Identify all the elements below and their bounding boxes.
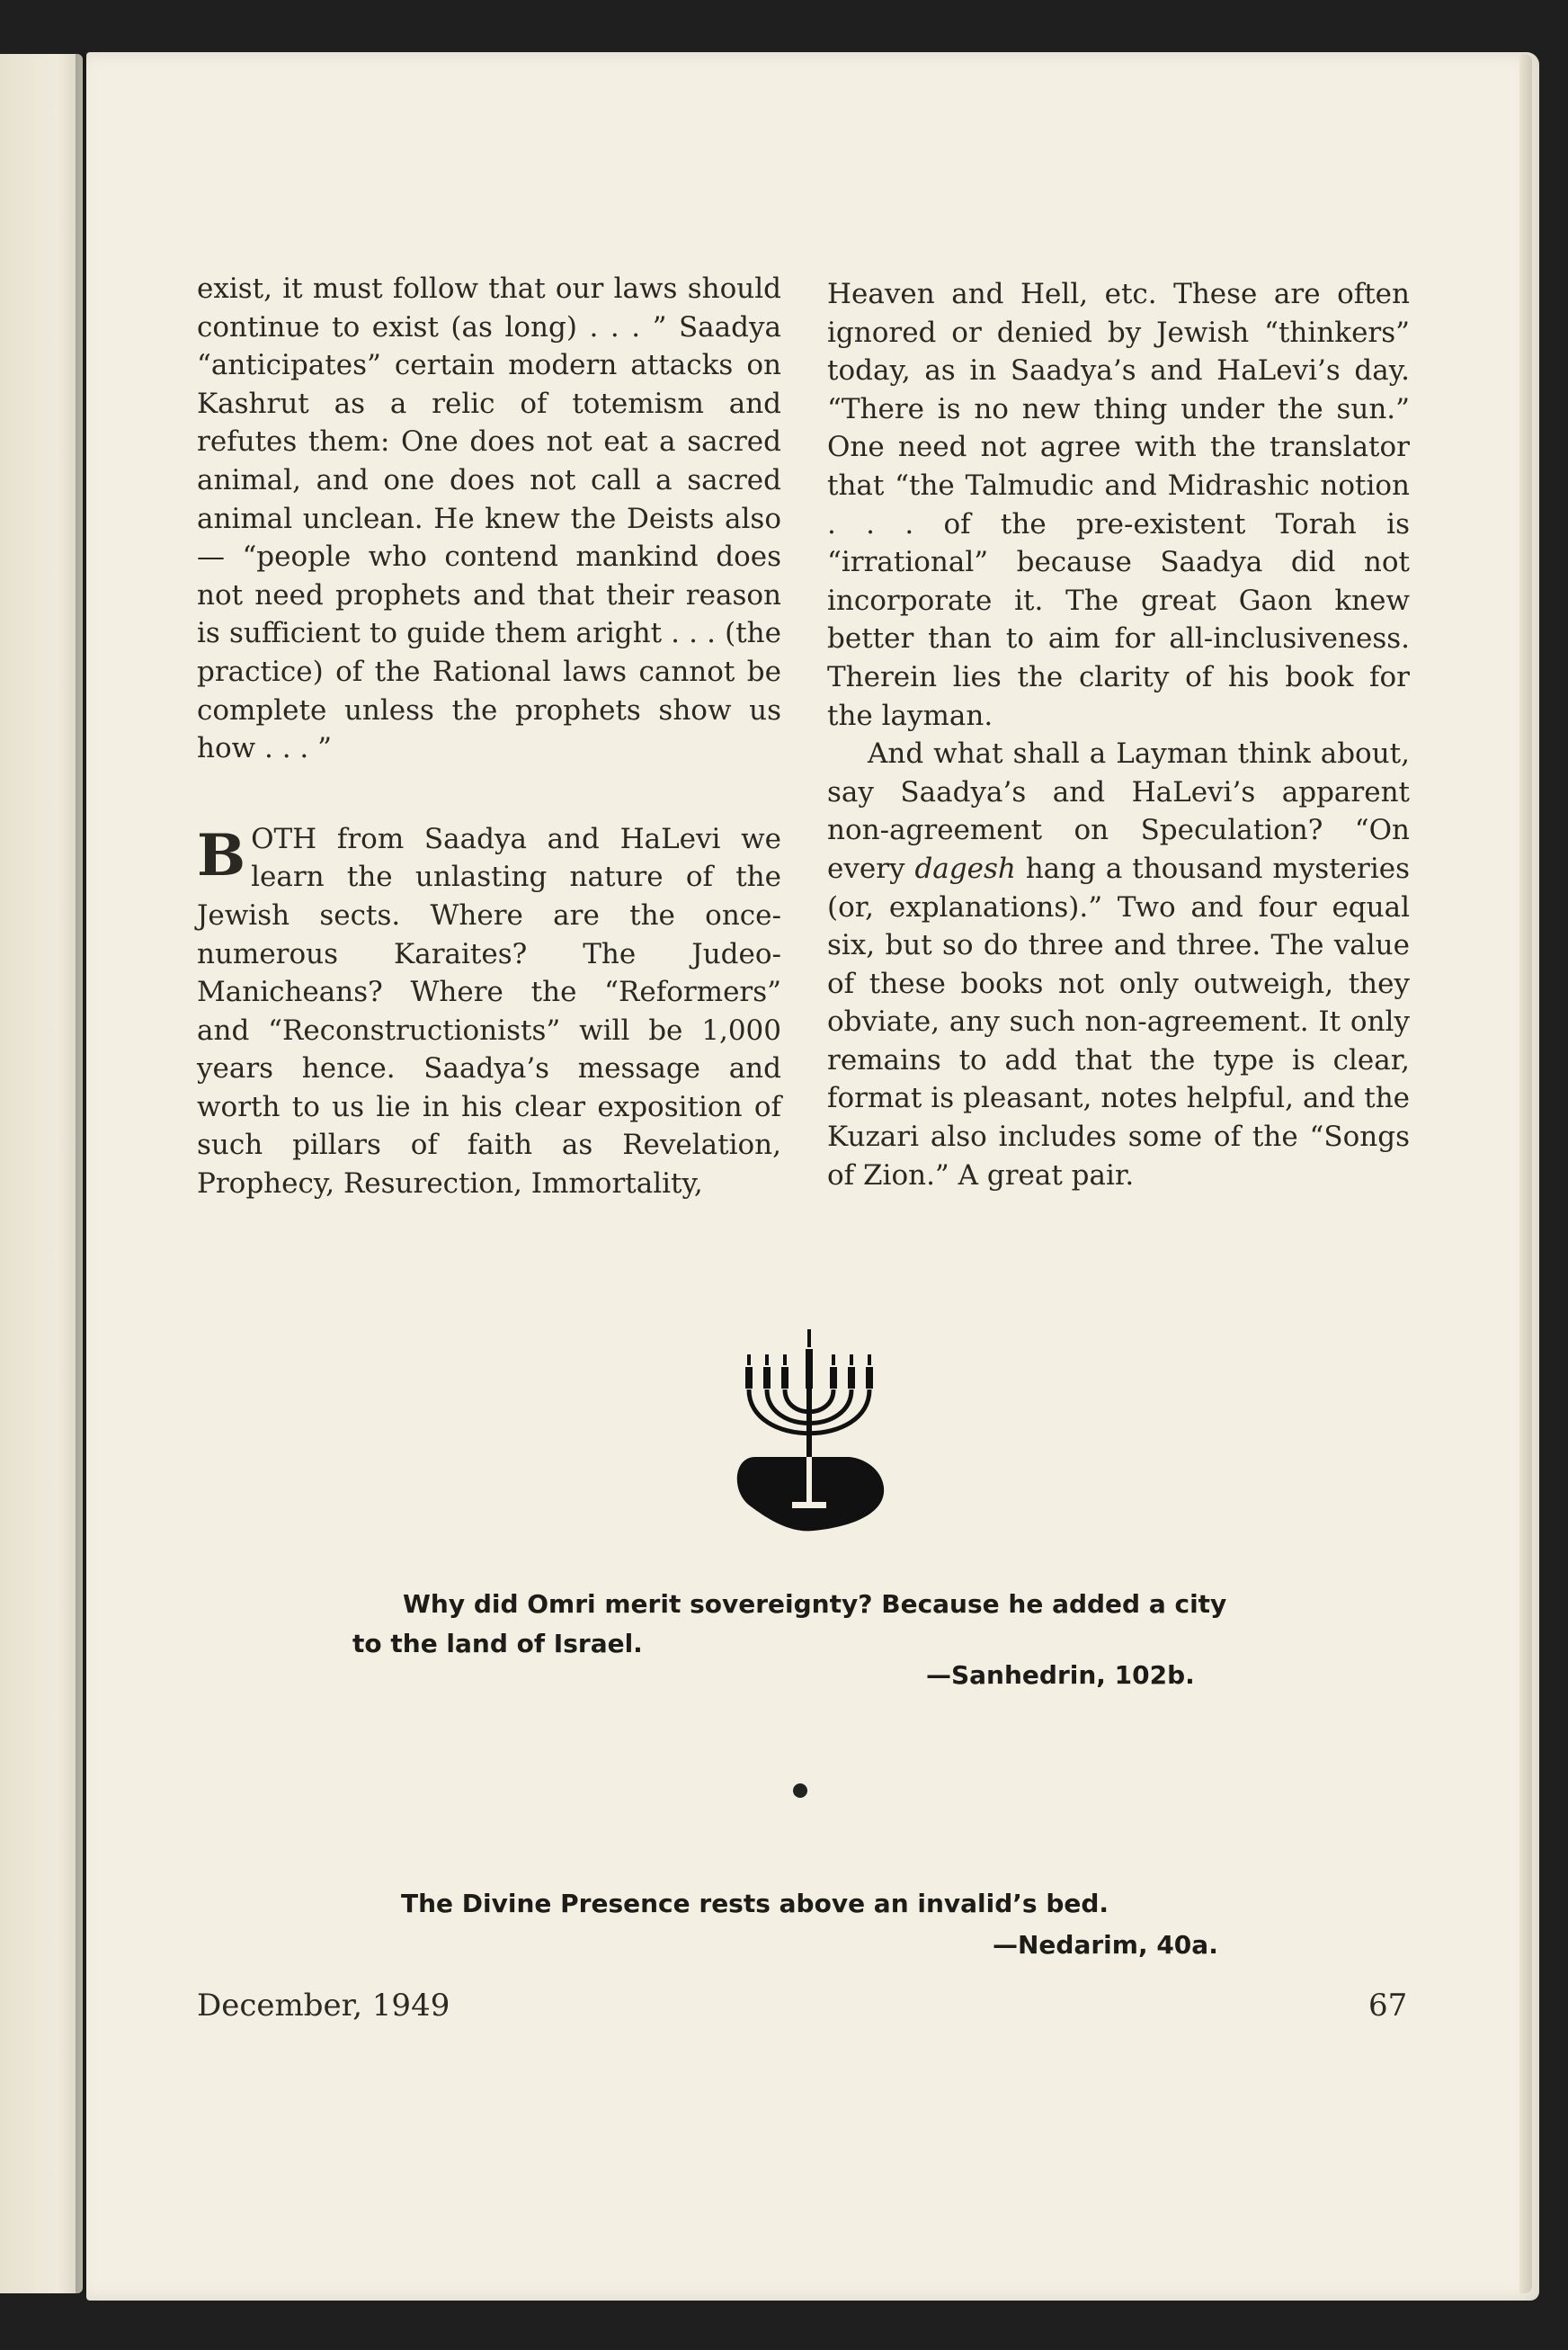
left-text-column <box>197 270 781 1203</box>
quote-omri: Why did Omri merit sovereignty? Because he added a city to the land of Israel. <box>352 1589 1227 1658</box>
bullet-icon <box>793 1783 807 1798</box>
right-paragraph-1: Heaven and Hell, etc. These are often ignored or denied by Jewish “thinkers” today, as in Saadya’s and HaLevi’s day. “There is no new thing under the sun.” One need not agree with the translator that “the Talmudic and Midrashic notion . . . of the pre-existent Torah is “irrational” because Saadya did not incorporate it. The great Gaon knew better than to aim for all-inclusiveness. Therein lies the clarity of his book for the layman. <box>827 278 1410 732</box>
facing-page-edge <box>0 54 83 2293</box>
quote-source-sanhedrin: —Sanhedrin, 102b. <box>926 1660 1195 1690</box>
left-paragraph-1: exist, it must follow that our laws should continue to exist (as long) . . . ” Saadya “anticipates” certain modern attacks on Kashrut as a relic of totemism and refutes them: One does not eat a sacred animal, and one does not call a sacred animal unclean. He knew the Deists also — “people who contend mankind does not need prophets and that their reason is sufficient to guide them aright . . . (the practice) of the Rational laws cannot be complete unless the prophets show us how . . . ” <box>197 273 781 765</box>
right-paragraph-2 <box>827 735 1410 1194</box>
dagesh-word: dagesh <box>914 852 1016 885</box>
quote-source-nedarim: —Nedarim, 40a. <box>993 1930 1218 1960</box>
page-number: 67 <box>1368 1988 1408 2024</box>
right-paragraph-2-end: hang a thousand mysteries (or, explanations).” Two and four equal six, but so do three and three. The value of these books not only outweigh, they obviate, any such non-agreement. It only remains to add that the type is clear, format is pleasant, notes helpful, and the Kuzari also includes some of the “Songs of Zion.” A great pair. <box>827 852 1410 1192</box>
menorah-icon <box>715 1322 904 1538</box>
left-paragraph-2-text: OTH from Saadya and HaLevi we learn the unlasting nature of the Jewish sects. Where are the once-numerous Karaites? The Judeo-Manicheans? Where the “Reformers” and “Reconstructionists” will be 1,000 years hence. Saadya’s message and worth to us lie in his clear exposition of such pillars of faith as Revelation, Prophecy, Resurection, Immortality, <box>197 822 781 1201</box>
page-edge <box>1519 54 1532 2293</box>
quote-divine-presence: The Divine Presence rests above an invalid’s bed. <box>401 1889 1109 1918</box>
left-paragraph-2 <box>197 820 781 1203</box>
drop-cap: B <box>197 821 246 889</box>
right-paragraph-2-start: And what shall a Layman think about, say Saadya’s and HaLevi’s apparent non-agreement on Speculation? “On every <box>827 737 1410 885</box>
issue-date: December, 1949 <box>197 1988 450 2024</box>
right-text-column <box>827 275 1410 1194</box>
